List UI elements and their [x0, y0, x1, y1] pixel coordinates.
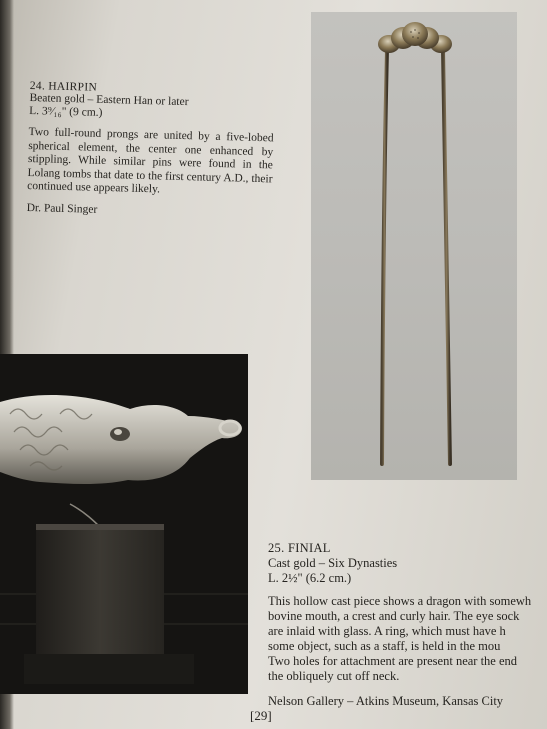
hairpin-title: 24. HAIRPIN [29, 80, 98, 94]
hairpin-credit: Dr. Paul Singer [26, 201, 98, 216]
finial-description-line: bovine mouth, a crest and curly hair. The eye sock [268, 609, 520, 623]
finial-credit: Nelson Gallery – Atkins Museum, Kansas City [268, 694, 504, 708]
finial-description-line: are inlaid with glass. A ring, which must have h [268, 624, 506, 638]
hairpin-length: L. 3⁹⁄₁₆" (9 cm.) [29, 104, 103, 119]
finial-photograph [0, 354, 248, 694]
hairpin-material-period: Beaten gold – Eastern Han or later [29, 91, 189, 109]
page-number: [29] [250, 708, 272, 723]
finial-description-line: This hollow cast piece shows a dragon with somewh [268, 594, 532, 608]
finial-material-period: Cast gold – Six Dynasties [268, 556, 398, 570]
finial-description-line: the obliquely cut off neck. [268, 669, 400, 683]
hairpin-entry [27, 80, 275, 220]
finial-length: L. 2½" (6.2 cm.) [268, 571, 352, 585]
hairpin-illustration [311, 12, 517, 480]
finial-description-line: Two holes for attachment are present near the end [268, 654, 518, 668]
hairpin-description: Two full-round prongs are united by a five-lobed spherical element, the center one enhanced by stippling. While similar pins were found in the Lolang tombs that date to the first century A.D., their continued use appears likely. [27, 125, 274, 196]
finial-entry [268, 541, 547, 709]
finial-illustration [0, 354, 248, 694]
finial-description [268, 594, 547, 684]
hairpin-photograph [311, 12, 517, 480]
finial-title: 25. FINIAL [268, 541, 331, 555]
finial-description-line: some object, such as a staff, is held in the mou [268, 639, 501, 653]
